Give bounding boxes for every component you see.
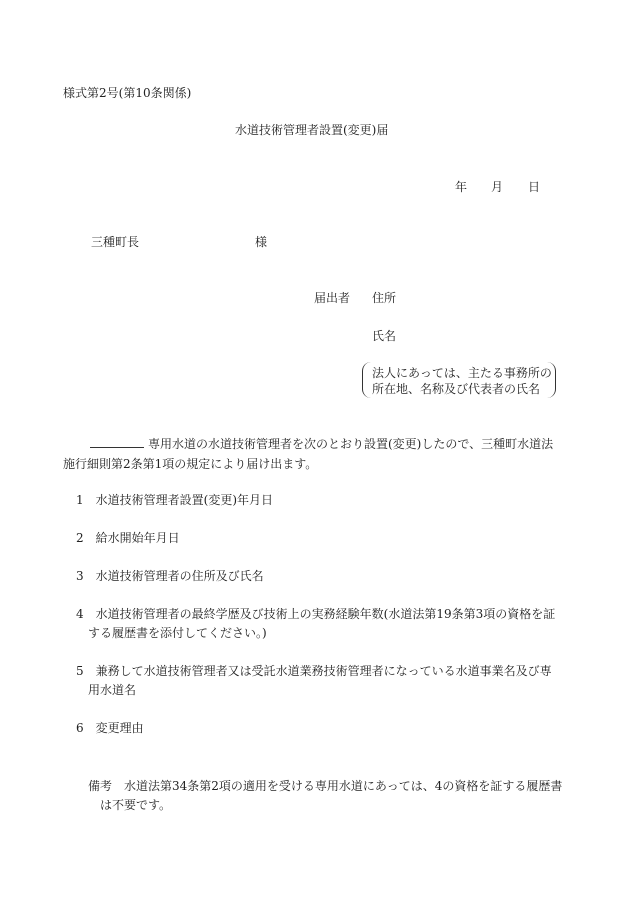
item-concurrent-positions: 5 兼務して水道技術管理者又は受託水道業務技術管理者になっている水道事業名及び専	[76, 664, 552, 678]
corporate-note-line: 法人にあっては、主たる事務所の	[372, 366, 552, 380]
document-title: 水道技術管理者設置(変更)届	[235, 123, 389, 137]
addressee-honorific: 様	[255, 235, 268, 249]
addressee-name: 三種町長	[91, 235, 140, 249]
item-manager-address-name: 3 水道技術管理者の住所及び氏名	[76, 569, 264, 583]
item-change-reason: 6 変更理由	[76, 721, 144, 735]
date-year-label: 年	[455, 180, 468, 194]
date-month-label: 月	[491, 180, 504, 194]
body-paragraph-line: 施行細則第2条第1項の規定により届け出ます。	[63, 457, 318, 471]
date-day-label: 日	[528, 180, 541, 194]
item-supply-start-date: 2 給水開始年月日	[76, 531, 180, 545]
item-education-experience: 4 水道技術管理者の最終学歴及び技術上の実務経験年数(水道法第19条第3項の資格を証	[76, 607, 556, 621]
remarks-line: 備考 水道法第34条第2項の適用を受ける専用水道にあっては、4の資格を証する履歴書	[88, 779, 563, 793]
item-installation-date: 1 水道技術管理者設置(変更)年月日	[76, 493, 273, 507]
waterworks-name-blank	[90, 447, 144, 448]
address-label: 住所	[372, 291, 397, 305]
form-number: 様式第2号(第10条関係)	[63, 86, 192, 100]
notifier-label: 届出者	[314, 291, 351, 305]
remarks-line: は不要です。	[100, 798, 172, 812]
item-education-experience-cont: する履歴書を添付してください。)	[76, 626, 267, 640]
corporate-note-line: 所在地、名称及び代表者の氏名	[372, 382, 541, 396]
body-paragraph-line: 専用水道の水道技術管理者を次のとおり設置(変更)したので、三種町水道法	[148, 437, 554, 451]
name-label: 氏名	[372, 329, 397, 343]
item-concurrent-positions-cont: 用水道名	[76, 683, 137, 697]
